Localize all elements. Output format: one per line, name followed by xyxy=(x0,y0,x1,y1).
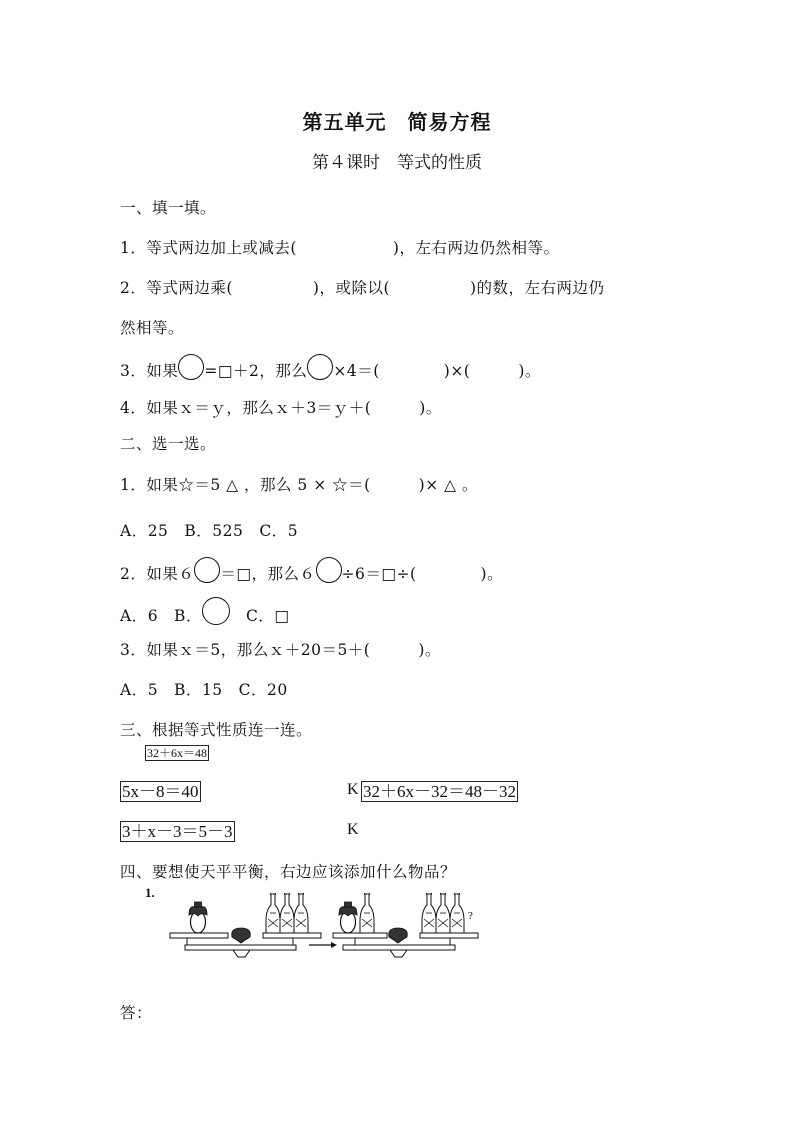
circle-icon xyxy=(307,354,333,380)
answer-label: 答： xyxy=(120,1004,153,1022)
balance-scale-right xyxy=(333,893,478,957)
page-title: 第五单元 简易方程 xyxy=(302,110,492,134)
section-1-q4: 4．如果ｘ＝ｙ，那么ｘ＋3＝ｙ＋( )。 xyxy=(120,399,442,417)
section-2-q1-options: A．25 B．525 C．5 xyxy=(120,522,299,540)
section-2-q2-options xyxy=(120,597,289,626)
circle-icon xyxy=(178,354,204,380)
section-4-heading: 四、要想使天平平衡，右边应该添加什么物品？ xyxy=(120,863,457,881)
circle-icon xyxy=(316,557,342,583)
section-1-q2-line2: 然相等。 xyxy=(120,319,185,337)
circle-icon xyxy=(194,557,220,583)
s2q2-option-c: C．□ xyxy=(229,607,290,625)
section-2-q3-options: A．5 B．15 C．20 xyxy=(120,681,288,699)
section-1-heading: 一、填一填。 xyxy=(120,199,217,217)
section-2-q2 xyxy=(120,557,503,584)
s2q2-text-a: 2．如果６ xyxy=(120,565,195,583)
section-2-q3: 3．如果ｘ＝5，那么ｘ＋20＝5＋( )。 xyxy=(120,641,441,659)
match-marker-1: K xyxy=(347,781,359,798)
q3-text-c: ×4＝( )×( )。 xyxy=(333,362,541,380)
equation-box-left-1: 5x－8＝40 xyxy=(122,782,199,801)
page-subtitle: 第４课时 等式的性质 xyxy=(312,153,482,173)
section-1-q1: 1．等式两边加上或减去( )，左右两边仍然相等。 xyxy=(120,239,560,257)
circle-icon xyxy=(202,597,230,625)
match-marker-2: K xyxy=(347,821,359,838)
q3-text-a: 3．如果 xyxy=(120,362,179,380)
equation-box-left-2: 3＋x－3＝5－3 xyxy=(122,822,233,841)
section-1-q3 xyxy=(120,354,541,381)
s2q2-text-c: ÷6＝□÷( )。 xyxy=(341,565,504,583)
unknown-item-question-mark: ? xyxy=(468,910,473,922)
equation-box-top: 32＋6x＝48 xyxy=(147,746,208,760)
s2q2-option-a: A．6 B． xyxy=(120,607,202,625)
item-number: 1. xyxy=(145,885,155,900)
q3-text-b: =□＋2，那么 xyxy=(204,362,308,380)
arrow-right-icon xyxy=(309,942,337,948)
balance-scale-left xyxy=(170,893,321,957)
equation-box-right-1: 32＋6x－32＝48－32 xyxy=(363,782,516,801)
section-2-q1: 1．如果☆＝5 △ ，那么 5 × ☆＝( )× △ 。 xyxy=(120,476,478,494)
section-2-heading: 二、选一选。 xyxy=(120,435,217,453)
s2q2-text-b: ＝□，那么６ xyxy=(220,565,316,583)
balance-scales-illustration xyxy=(165,893,495,963)
section-1-q2-line1: 2．等式两边乘( )，或除以( )的数，左右两边仍 xyxy=(120,279,605,297)
section-3-heading: 三、根据等式性质连一连。 xyxy=(120,721,313,739)
